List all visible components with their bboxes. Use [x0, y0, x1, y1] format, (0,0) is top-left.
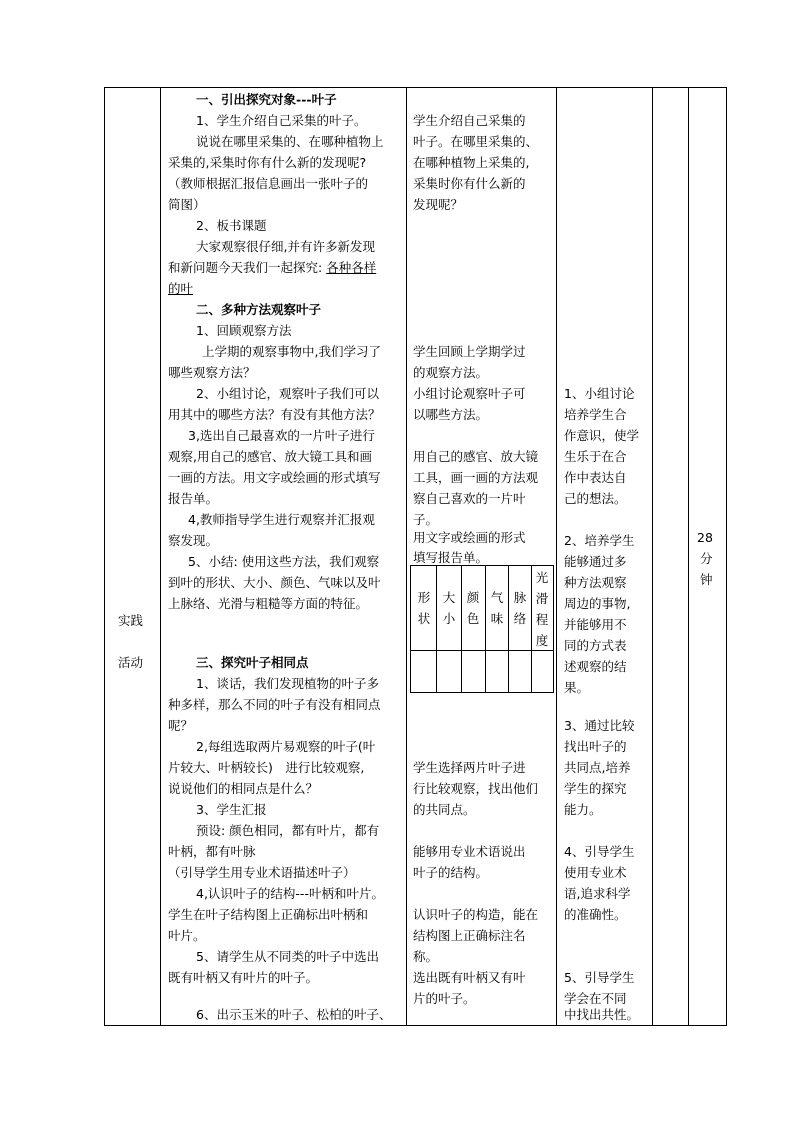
intent-d-line3: 语,追求科学: [564, 886, 631, 901]
s2-item3-line4: 报告单。: [168, 491, 219, 506]
student-g-line1: 能够用专业术语说出: [413, 844, 526, 859]
s1-question-line1: 说说在哪里采集的、在哪种植物上: [196, 134, 384, 149]
intent-e-line2: 学会在不同: [564, 991, 627, 1006]
report-header-smoothness: 光滑程度: [535, 570, 549, 648]
intent-a-line4: 生乐于在合: [564, 449, 627, 464]
student-a-line3: 在哪种植物上采集的,: [413, 155, 530, 170]
s2-item5-line2: 到叶的形状、大小、颜色、气味以及叶: [168, 575, 381, 590]
s3-item1-line1: 1、谈话，我们发现植物的叶子多: [196, 676, 379, 691]
s1-note-line1: （教师根据汇报信息画出一张叶子的: [168, 176, 369, 191]
student-b-line2: 的观察方法。: [413, 365, 489, 380]
s2-item3-line3: 一画的方法。用文字或绘画的形式填写: [168, 470, 381, 485]
student-a-line1: 学生介绍自己采集的: [413, 113, 526, 128]
intent-c-line2: 找出叶子的: [564, 739, 627, 754]
intent-a-line3: 作意识，使学: [564, 428, 640, 443]
s3-item6: 6、出示玉米的叶子、松柏的叶子、: [196, 1007, 392, 1022]
intent-c-line1: 3、通过比较: [564, 718, 635, 733]
s1-item2: 2、板书课题: [196, 218, 267, 233]
stage-label-line1: 实践: [118, 613, 144, 628]
report-header-smell: 气味: [490, 590, 504, 626]
student-f-line2: 行比较观察，找出他们: [413, 781, 539, 796]
intent-c-line4: 学生的探究: [564, 781, 627, 796]
intent-b-line5: 并能够用不: [564, 617, 627, 632]
s3-item3a-line2: 叶柄，都有叶脉: [168, 844, 256, 859]
student-a-line2: 叶子。在哪里采集的、: [413, 134, 539, 149]
s3-item4-line2: 学生在叶子结构图上正确标出叶柄和: [168, 907, 369, 922]
intent-d-line2: 使用专业术: [564, 865, 627, 880]
table-col-line-5: [652, 87, 653, 1026]
s3-item2-line2: 片较大、叶柄较长) 进行比较观察,: [168, 760, 365, 775]
s2-item1: 1、回顾观察方法: [196, 323, 292, 338]
section1-title: 一、引出探究对象---叶子: [196, 92, 337, 107]
table-col-line-1: [104, 87, 105, 1026]
table-col-line-4: [556, 87, 557, 1026]
intent-b-line2: 能够通过多: [564, 554, 627, 569]
s3-item4-line3: 叶片。: [168, 928, 206, 943]
student-d-line3: 察自己喜欢的一片叶: [413, 491, 526, 506]
student-i-line2: 片的叶子。: [413, 991, 476, 1006]
s3-item1-line2: 种多样，那么不同的叶子有没有相同点: [168, 697, 381, 712]
report-table-col-3: [485, 565, 486, 693]
section2-title: 二、多种方法观察叶子: [196, 302, 322, 317]
s2-item1a-line2: 哪些观察方法？: [168, 365, 256, 380]
student-a-line5: 发现呢？: [413, 197, 464, 212]
s3-item2-line3: 说说他们的相同点是什么？: [168, 781, 319, 796]
student-d-line2: 工具，画一画的方法观: [413, 470, 539, 485]
student-h-line2: 结构图上正确标注名: [413, 928, 526, 943]
s1-question-line2: 采集的,采集时你有什么新的发现呢?: [168, 155, 367, 170]
s2-item5-line1: 5、小结: 使用这些方法，我们观察: [188, 554, 380, 569]
s3-item1-line3: 呢？: [168, 718, 194, 733]
intent-e-line1: 5、引导学生: [564, 970, 635, 985]
table-top-border: [104, 87, 726, 88]
stage-label-line2: 活动: [118, 655, 144, 670]
s3-item4-line1: 4,认识叶子的结构---叶柄和叶片。: [196, 886, 384, 901]
time-unit-1: 分: [700, 551, 713, 566]
s2-item3-line2: 观察,用自己的感官、放大镜工具和画: [168, 449, 372, 464]
student-h-line3: 称。: [413, 949, 439, 964]
section3-title: 三、探究叶子相同点: [196, 655, 309, 670]
intent-b-line6: 同的方式表: [564, 638, 627, 653]
intent-c-line5: 能力。: [564, 802, 602, 817]
intent-c-line3: 共同点,培养: [564, 760, 631, 775]
report-header-color: 颜色: [466, 590, 480, 626]
table-col-line-2: [160, 87, 161, 1026]
time-number: 28: [697, 530, 713, 545]
intent-a-line6: 己的想法。: [564, 491, 627, 506]
student-h-line1: 认识叶子的构造，能在: [413, 907, 539, 922]
student-e-line1: 用文字或绘画的形式: [413, 530, 526, 545]
lesson-title-part2: 的叶: [168, 281, 194, 296]
s2-item1a-line1: 上学期的观察事物中,我们学习了: [202, 344, 381, 359]
report-table-col-1: [436, 565, 437, 693]
student-d-line1: 用自己的感官、放大镜: [413, 449, 539, 464]
intent-b-line4: 周边的事物,: [564, 596, 631, 611]
s2-item2-line1: 2、小组讨论，观察叶子我们可以: [196, 386, 379, 401]
s1-obs-line2-text: 和新问题今天我们一起探究:: [168, 260, 323, 275]
s1-note-line2: 简图）: [168, 197, 206, 212]
student-f-line3: 的共同点。: [413, 802, 476, 817]
intent-e-line3: 中找出共性。: [564, 1007, 640, 1022]
time-unit-2: 钟: [700, 572, 713, 587]
student-i-line1: 选出既有叶柄又有叶: [413, 970, 526, 985]
report-table-col-4: [508, 565, 509, 693]
intent-d-line1: 4、引导学生: [564, 844, 635, 859]
s2-item4-line1: 4,教师指导学生进行观察并汇报观: [188, 512, 375, 527]
student-f-line1: 学生选择两片叶子进: [413, 760, 526, 775]
intent-a-line2: 培养学生合: [564, 407, 627, 422]
table-col-line-6: [688, 87, 689, 1026]
s1-obs-line2: [168, 257, 376, 278]
student-a-line4: 采集时你有什么新的: [413, 176, 526, 191]
s1-item1: 1、学生介绍自己采集的叶子。: [196, 113, 367, 128]
s3-item5-line2: 既有叶柄又有叶片的叶子。: [168, 970, 319, 985]
table-bottom-border: [104, 1025, 726, 1026]
student-g-line2: 叶子的结构。: [413, 865, 489, 880]
s2-item4-line2: 察发现。: [168, 533, 219, 548]
s1-obs-line1: 大家观察很仔细,并有许多新发现: [196, 239, 375, 254]
report-header-size: 大小: [442, 590, 456, 626]
student-c-line1: 小组讨论观察叶子可: [413, 386, 526, 401]
s2-item3-line1: 3,选出自己最喜欢的一片叶子进行: [188, 428, 375, 443]
s3-item3: 3、学生汇报: [196, 802, 267, 817]
student-b-line1: 学生回顾上学期学过: [413, 344, 526, 359]
report-table-col-5: [531, 565, 532, 693]
s3-item2-line1: 2,每组选取两片易观察的叶子(叶: [196, 739, 376, 754]
report-header-shape: 形状: [417, 590, 431, 626]
lesson-title-part1: 各种各样: [326, 260, 377, 275]
s2-item2-line2: 用其中的哪些方法？有没有其他方法？: [168, 407, 381, 422]
s3-item5-line1: 5、请学生从不同类的叶子中选出: [196, 949, 379, 964]
intent-a-line1: 1、小组讨论: [564, 386, 635, 401]
report-header-veins: 脉络: [513, 590, 527, 626]
intent-a-line5: 作中表达自: [564, 470, 627, 485]
table-col-line-7: [726, 87, 727, 1026]
intent-b-line8: 果。: [564, 680, 590, 695]
s2-item5-line3: 上脉络、光滑与粗糙等方面的特征。: [168, 596, 369, 611]
s3-item3b: （引导学生用专业术语描述叶子）: [168, 865, 356, 880]
intent-b-line7: 述观察的结: [564, 659, 627, 674]
table-col-line-3: [406, 87, 407, 1026]
student-c-line2: 以哪些方法。: [413, 407, 489, 422]
s3-item3a-line1: 预设: 颜色相同，都有叶片，都有: [196, 823, 380, 838]
report-table-col-2: [461, 565, 462, 693]
report-table-col-0: [410, 565, 411, 693]
student-d-line4: 子。: [413, 512, 439, 527]
student-e-line2: 填写报告单。: [413, 550, 489, 565]
intent-b-line3: 种方法观察: [564, 575, 627, 590]
intent-b-line1: 2、培养学生: [564, 533, 635, 548]
intent-d-line4: 的准确性。: [564, 907, 627, 922]
report-table-col-6: [553, 565, 554, 693]
